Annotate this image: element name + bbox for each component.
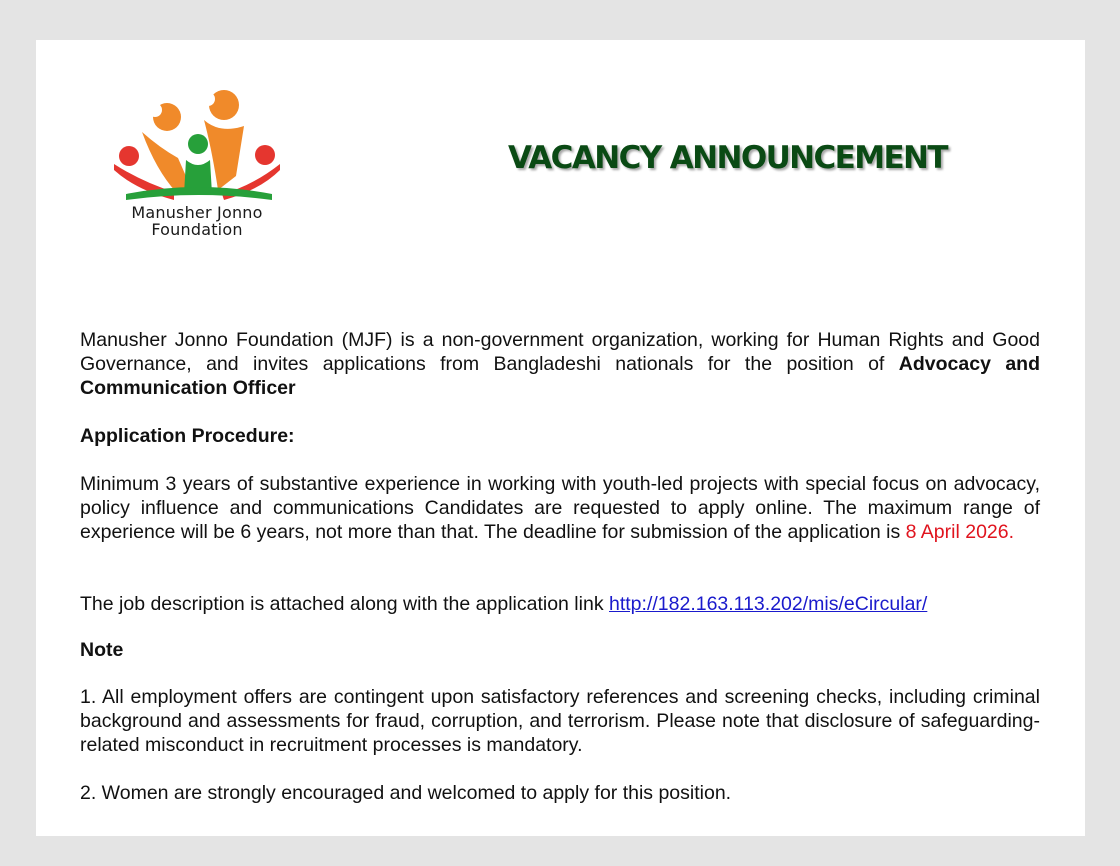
note-item-1: 1. All employment offers are contingent upon satisfactory references and screening checks, including criminal background and assessments for fraud, corruption, and terrorism. Please note that disclosure of safeguarding-related misconduct in recruitment processes is mandatory. (80, 686, 1040, 756)
page-title: VACANCY ANNOUNCEMENT (508, 140, 947, 176)
application-link[interactable]: http://182.163.113.202/mis/eCircular/ (609, 593, 928, 615)
intro-paragraph (80, 328, 1040, 400)
announcement-page (36, 40, 1085, 836)
application-procedure-heading: Application Procedure: (80, 425, 295, 447)
position-title: Advocacy and Communication Officer (80, 353, 1040, 399)
intro-text: Manusher Jonno Foundation (MJF) is a non-government organization, working for Human Rights and Good Governance, and invites applications from Bangladeshi nationals for the position of (80, 329, 1040, 375)
deadline-date: 8 April 2026. (905, 521, 1015, 543)
note-item-2: 2. Women are strongly encouraged and welcomed to apply for this position. (80, 782, 732, 804)
note-heading: Note (80, 639, 124, 661)
mjf-logo-icon (112, 90, 287, 205)
application-procedure-paragraph (80, 472, 1040, 544)
application-procedure-text: Minimum 3 years of substantive experience in working with youth-led projects with special focus on advocacy, policy influence and communications Candidates are requested to apply online. The maximum range of experience will be 6 years, not more than that. The deadline for submission of the application is (80, 473, 1040, 543)
logo-text-line1: Manusher Jonno (131, 203, 263, 222)
mjf-logo (112, 90, 287, 240)
job-description-text: The job description is attached along with the application link (80, 593, 609, 615)
job-description-paragraph (80, 592, 1040, 616)
logo-text-line2: Foundation (151, 220, 243, 239)
